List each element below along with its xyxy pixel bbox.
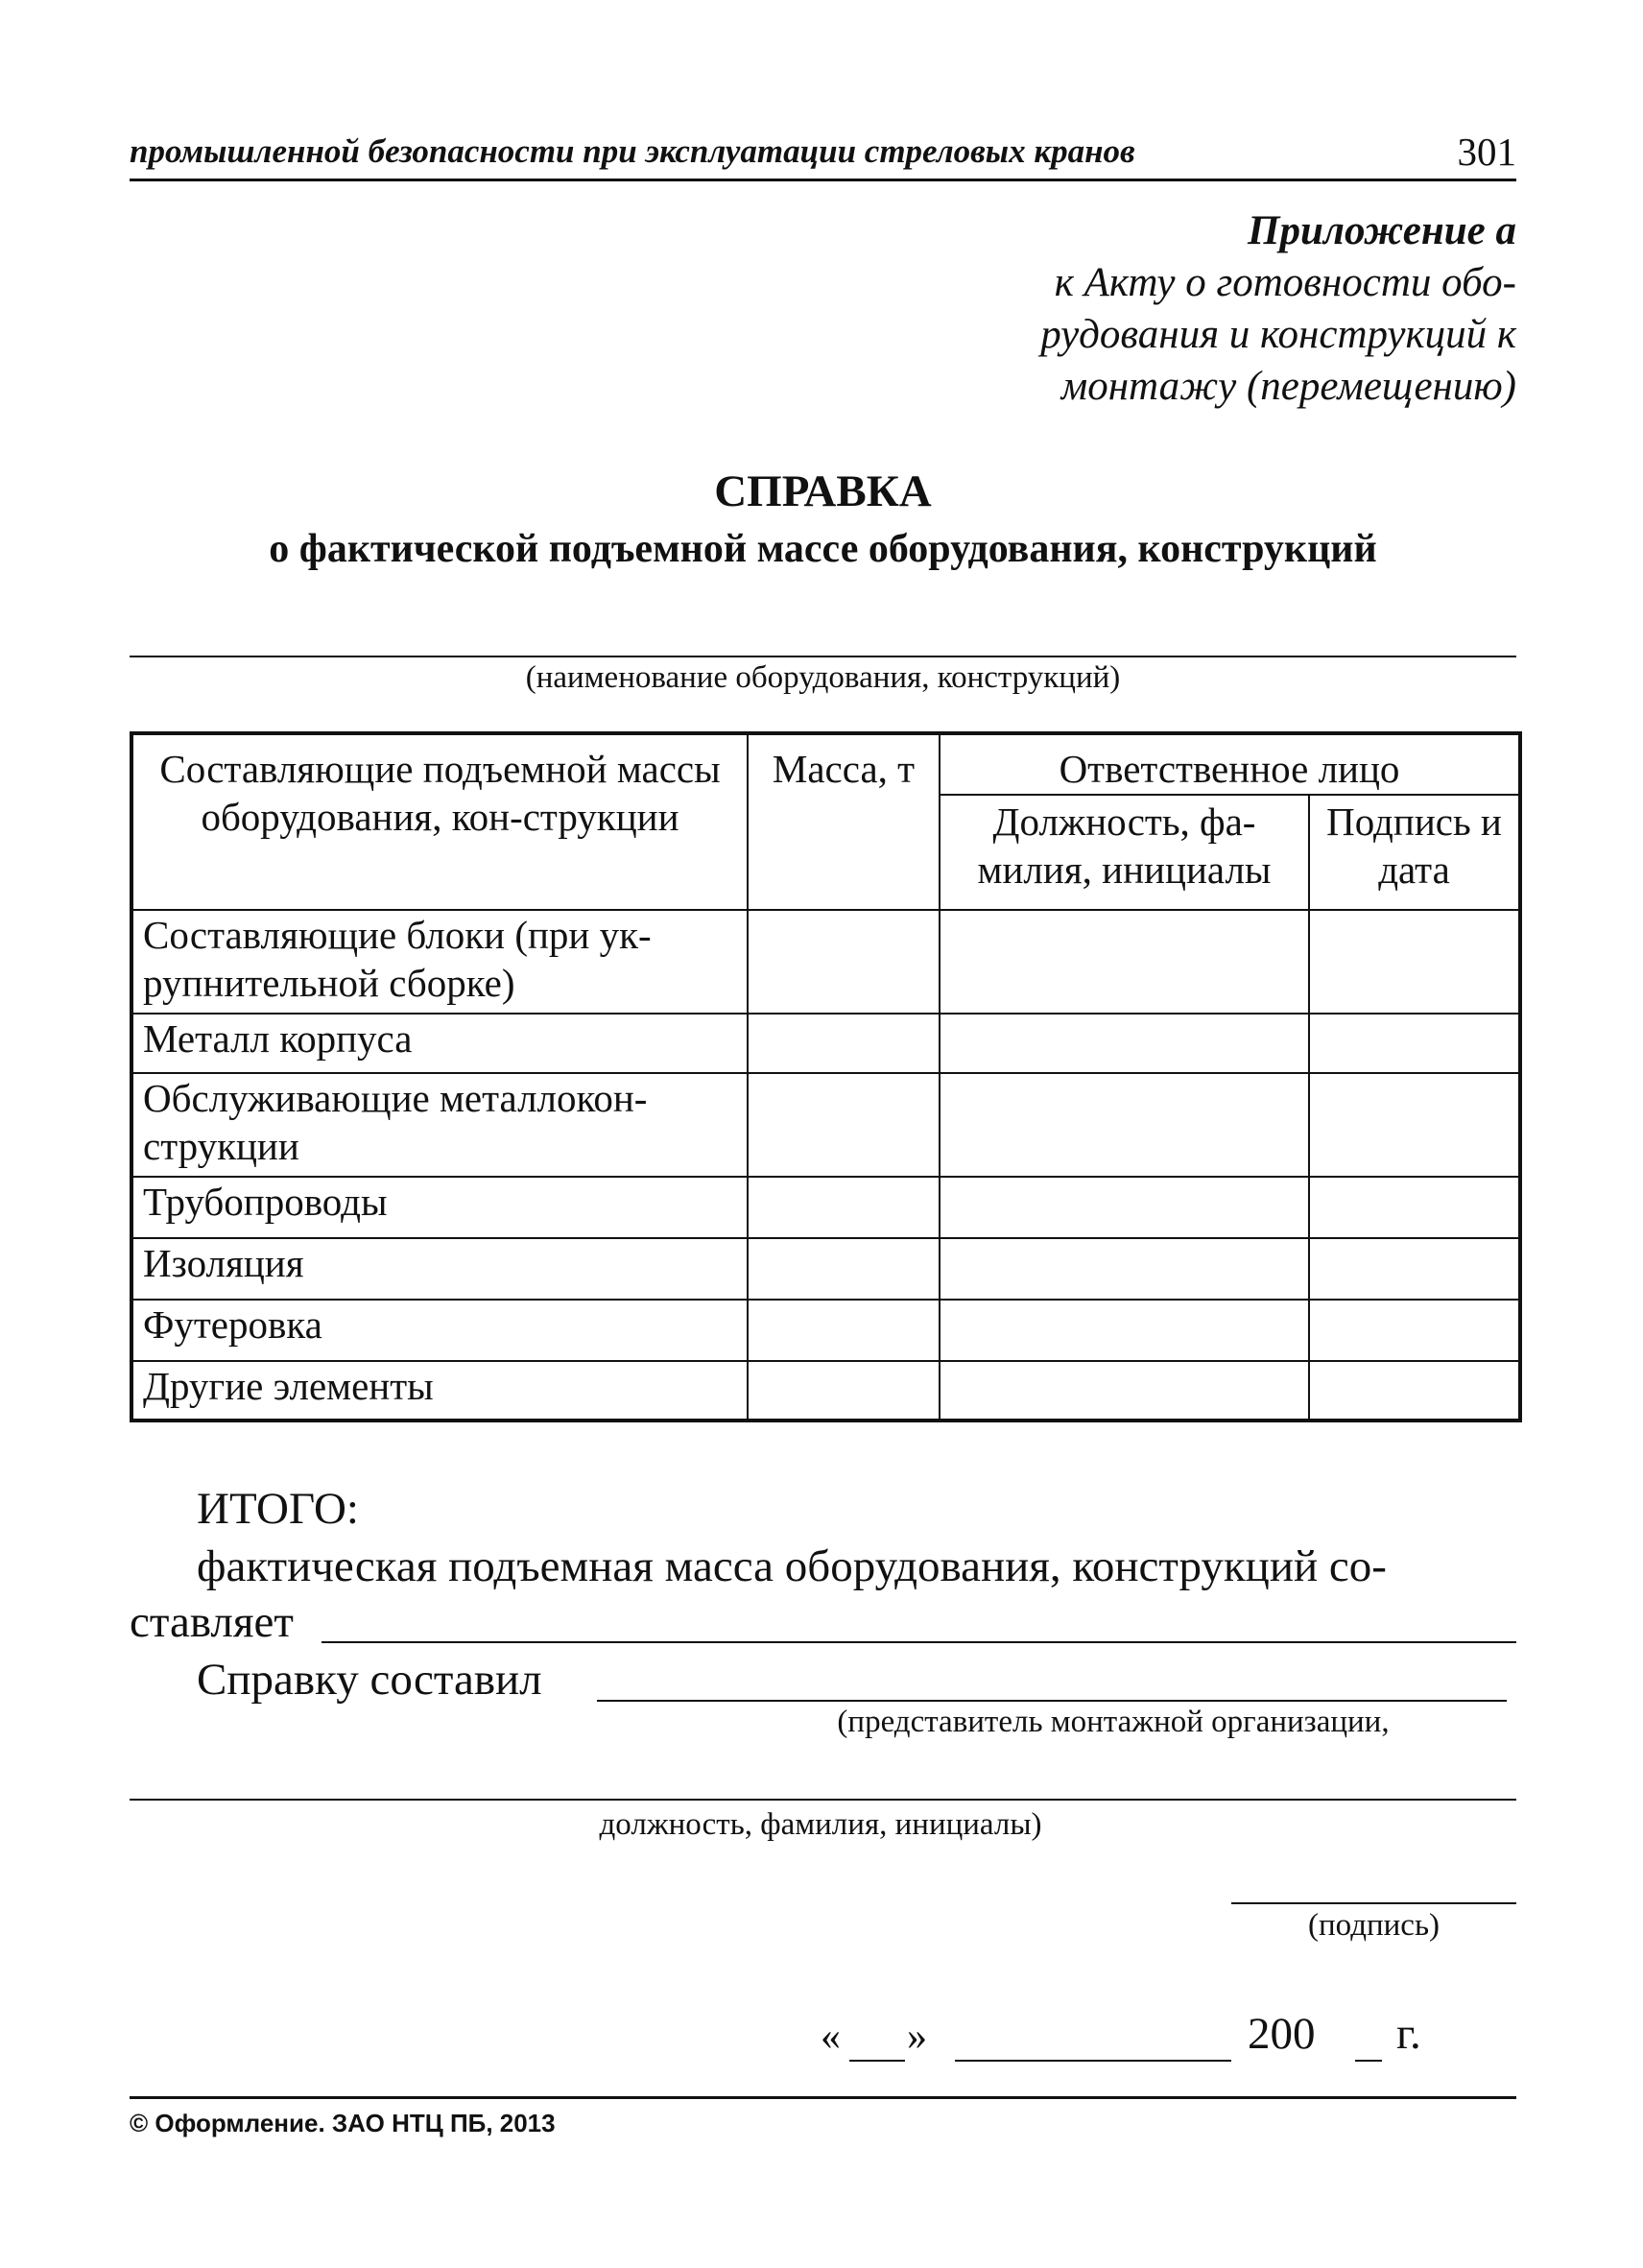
year-field[interactable]: [1355, 2060, 1382, 2062]
row-label: Футеровка: [131, 1300, 748, 1361]
signature-cell[interactable]: [1309, 1300, 1520, 1361]
position-cell[interactable]: [940, 1361, 1309, 1420]
header-position: Должность, фа-милия, инициалы: [940, 795, 1309, 910]
position-cell[interactable]: [940, 1014, 1309, 1073]
year-suffix: г.: [1396, 2009, 1421, 2059]
table-row: [131, 1073, 1520, 1177]
row-label: Составляющие блоки (при ук-рупнительной сборке): [131, 910, 748, 1014]
row-label: Обслуживающие металлокон-струкции: [131, 1073, 748, 1177]
document-title: СПРАВКА: [714, 466, 932, 516]
compiled-by-field[interactable]: [597, 1700, 1507, 1702]
signature-cell[interactable]: [1309, 1014, 1520, 1073]
totals-text-line1: фактическая подъемная масса оборудования, конструкций со-: [197, 1541, 1387, 1591]
table-row: [131, 1014, 1520, 1073]
year-prefix: 200: [1248, 2009, 1316, 2059]
table-row: [131, 1361, 1520, 1420]
compiled-by-field-2[interactable]: [130, 1799, 1516, 1801]
signature-cell[interactable]: [1309, 1177, 1520, 1238]
mass-cell[interactable]: [748, 1238, 940, 1300]
appendix-block: [921, 205, 1516, 413]
compiled-by-label: Справку составил: [197, 1655, 542, 1705]
day-field[interactable]: [849, 2060, 905, 2062]
row-label: Металл корпуса: [131, 1014, 748, 1073]
appendix-line: к Акту о готовности обо-: [1054, 260, 1516, 305]
row-label: Трубопроводы: [131, 1177, 748, 1238]
page-number: 301: [1457, 130, 1516, 174]
position-cell[interactable]: [940, 1300, 1309, 1361]
mass-cell[interactable]: [748, 1361, 940, 1420]
mass-cell[interactable]: [748, 1177, 940, 1238]
signature-cell[interactable]: [1309, 1238, 1520, 1300]
table-row: [131, 1177, 1520, 1238]
month-field[interactable]: [955, 2060, 1231, 2062]
signature-cell[interactable]: [1309, 1361, 1520, 1420]
table-row: [131, 1300, 1520, 1361]
running-title: промышленной безопасности при эксплуатации стреловых кранов: [130, 132, 1135, 170]
header-responsible: Ответственное лицо: [940, 733, 1520, 795]
signature-field[interactable]: [1231, 1902, 1516, 1904]
footer-copyright: © Оформление. ЗАО НТЦ ПБ, 2013: [130, 2109, 556, 2137]
mass-table: [130, 731, 1522, 1422]
mass-cell[interactable]: [748, 1300, 940, 1361]
header-rule: [130, 179, 1516, 181]
mass-cell[interactable]: [748, 1014, 940, 1073]
signature-cell[interactable]: [1309, 1073, 1520, 1177]
equipment-name-caption: (наименование оборудования, конструкций): [525, 660, 1121, 695]
date-open-quote: «: [821, 2015, 841, 2059]
compiled-by-caption-2: должность, фамилия, инициалы): [599, 1807, 1042, 1842]
appendix-title: Приложение а: [1248, 208, 1516, 253]
header-mass: Масса, т: [748, 733, 940, 910]
equipment-name-line: [130, 656, 1516, 657]
footer-rule: [130, 2096, 1516, 2099]
table-row: [131, 1238, 1520, 1300]
position-cell[interactable]: [940, 1177, 1309, 1238]
compiled-by-caption: (представитель монтажной организации,: [837, 1705, 1390, 1739]
appendix-line: рудования и конструкций к: [1040, 312, 1516, 357]
position-cell[interactable]: [940, 910, 1309, 1014]
totals-heading: ИТОГО:: [197, 1484, 359, 1534]
mass-cell[interactable]: [748, 910, 940, 1014]
position-cell[interactable]: [940, 1073, 1309, 1177]
signature-caption: (подпись): [1308, 1908, 1440, 1943]
mass-cell[interactable]: [748, 1073, 940, 1177]
header-components: Составляющие подъемной массы оборудования, кон-струкции: [131, 733, 748, 910]
date-line: [821, 2008, 1516, 2065]
total-mass-field[interactable]: [321, 1641, 1516, 1643]
row-label: Другие элементы: [131, 1361, 748, 1420]
row-label: Изоляция: [131, 1238, 748, 1300]
position-cell[interactable]: [940, 1238, 1309, 1300]
document-subtitle: о фактической подъемной массе оборудования, конструкций: [269, 527, 1377, 571]
signature-cell[interactable]: [1309, 910, 1520, 1014]
table-row: [131, 910, 1520, 1014]
table-header-row: [131, 733, 1520, 795]
totals-text-line2: ставляет: [130, 1597, 294, 1647]
appendix-line: монтажу (перемещению): [1060, 364, 1516, 409]
header-signature: Подпись и дата: [1309, 795, 1520, 910]
date-close-quote: »: [907, 2015, 927, 2059]
